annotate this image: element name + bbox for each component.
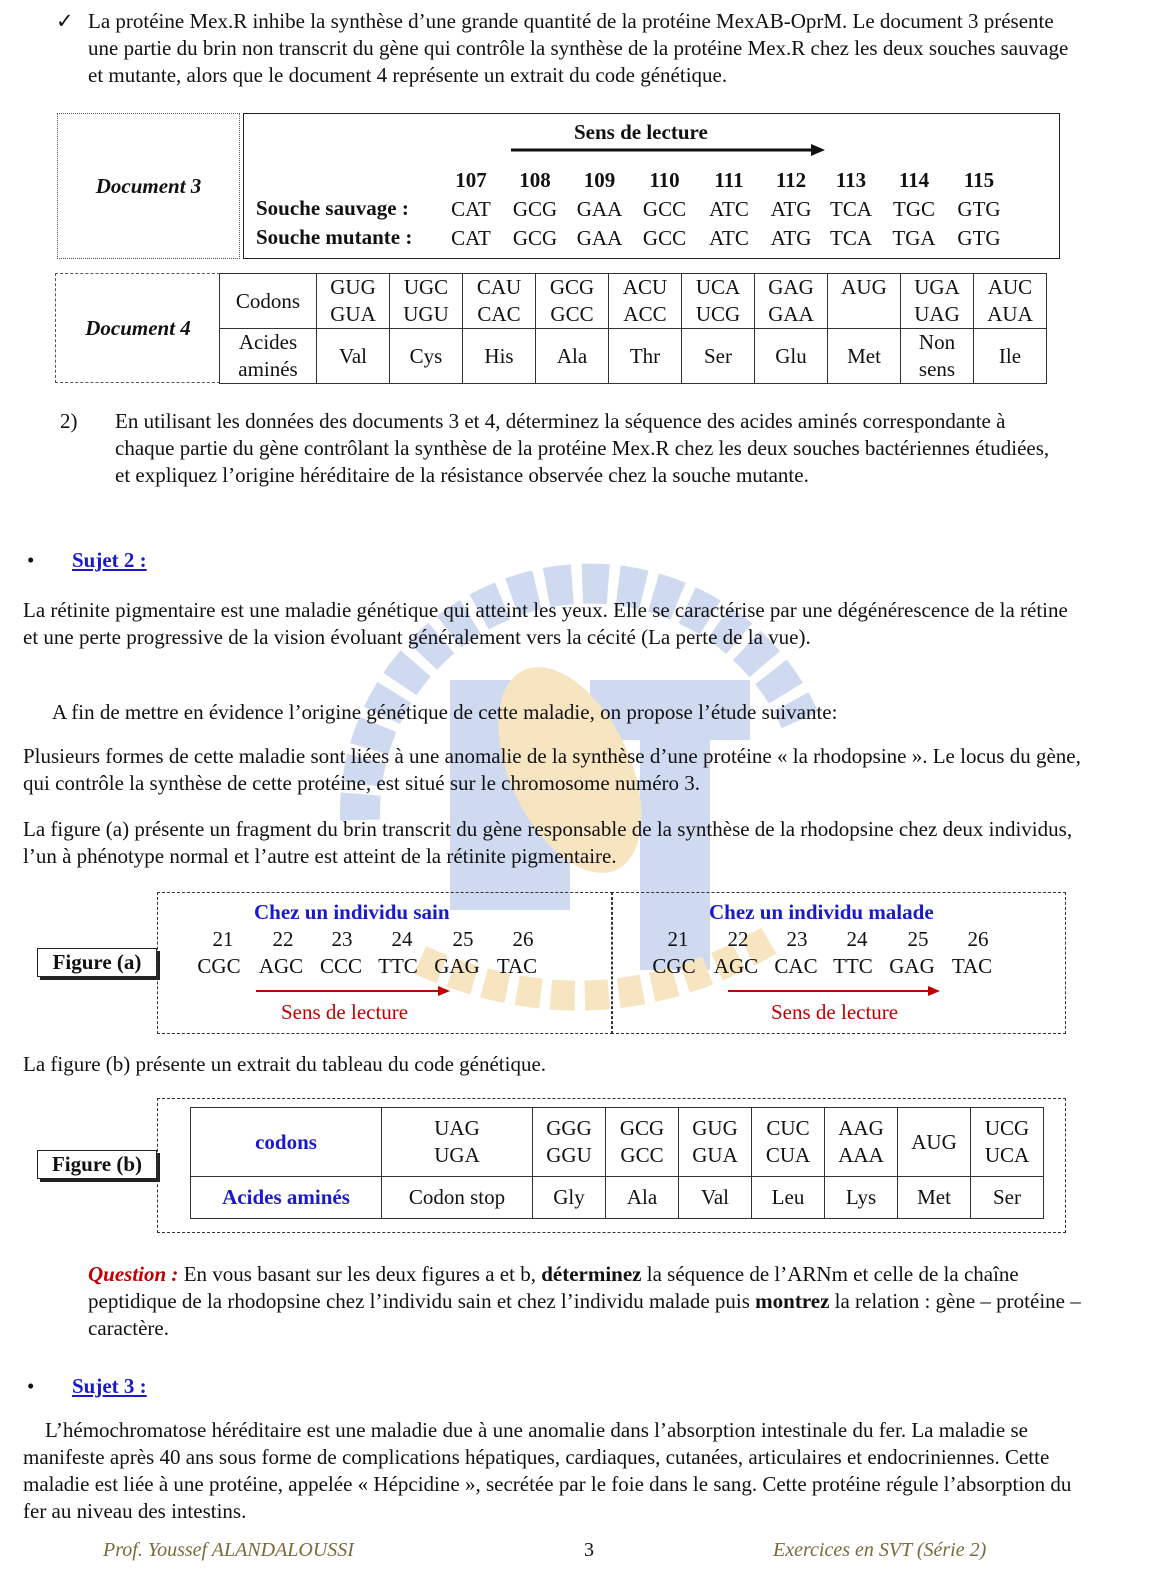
doc3-codon: ATG: [770, 197, 812, 221]
doc3-position: 108: [519, 168, 551, 192]
codon: AAA: [838, 1143, 884, 1167]
figb-aa-cell: Gly: [533, 1177, 606, 1219]
doc3-position: 114: [898, 168, 930, 192]
doc4-aa-cell: Thr: [609, 329, 682, 384]
doc4-codons-header: Codons: [220, 274, 317, 329]
figa-number: 23: [786, 927, 808, 951]
figa-sain-arrow: [256, 984, 452, 998]
doc4-codon-cell: [682, 274, 755, 329]
figa-number: 22: [272, 927, 294, 951]
doc3-position: 111: [714, 168, 744, 192]
codon: UGA: [914, 275, 960, 299]
codon: GGG: [546, 1116, 592, 1140]
doc3-codon: ATC: [709, 226, 749, 250]
doc3-box: [243, 113, 1060, 259]
figa-malade-arrow: [728, 984, 942, 998]
doc3-codon: TGC: [893, 197, 935, 221]
figa-codon: GAG: [434, 954, 480, 978]
figa-codon: TAC: [496, 954, 538, 978]
doc3-position: 113: [835, 168, 867, 192]
doc4-table: [219, 273, 1047, 384]
figa-codon: CGC: [197, 954, 241, 978]
sujet2-p1: La rétinite pigmentaire est une maladie génétique qui atteint les yeux. Elle se caractérise par une dégénérescence de la rétine et une perte progressive de la vision évoluant généralement vers la cécité (La perte de la vue).: [23, 598, 1068, 649]
question-label: Question :: [88, 1262, 179, 1286]
sujet3-title: Sujet 3 :: [72, 1374, 147, 1398]
figure-b-label: Figure (b): [37, 1150, 157, 1179]
doc3-row-names: [256, 194, 412, 252]
doc4-codon-cell: [974, 274, 1047, 329]
doc3-row-sauvage-label: Souche sauvage :: [256, 196, 409, 220]
figa-codon: CAC: [774, 954, 818, 978]
figa-malade-title: Chez un individu malade: [709, 900, 934, 924]
doc4-codon-cell: [317, 274, 390, 329]
doc3-codon: ATG: [770, 226, 812, 250]
doc4-codon-cell: [901, 274, 974, 329]
figa-malade-direction: Sens de lecture: [771, 1000, 899, 1024]
codon: AUG: [841, 275, 887, 299]
doc4-aa-cell: Glu: [755, 329, 828, 384]
doc3-codon: GCC: [642, 226, 687, 250]
figa-codon: TTC: [833, 954, 873, 978]
doc3-position: 115: [963, 168, 995, 192]
figa-number: 21: [667, 927, 689, 951]
codon: UAG: [434, 1116, 480, 1140]
doc4-codon-cell: [828, 274, 901, 329]
doc3-codon: CAT: [451, 197, 491, 221]
figa-number: 23: [331, 927, 353, 951]
doc4-aa-cell: [901, 329, 974, 384]
doc4-codon-cell: [463, 274, 536, 329]
figb-codon-cell: [971, 1108, 1044, 1177]
doc3-codon: GAA: [576, 226, 623, 250]
question-text-3: la relation : gène – protéine – caractère.: [88, 1289, 1081, 1340]
doc4-aa-cell: Ser: [682, 329, 755, 384]
doc4-aa-cell: Cys: [390, 329, 463, 384]
codon: GCG: [549, 275, 595, 299]
figb-aa-cell: Codon stop: [382, 1177, 533, 1219]
figb-codon-cell: [606, 1108, 679, 1177]
doc4-aa-header: [220, 329, 317, 384]
doc3-codon: GCG: [512, 226, 558, 250]
doc4-aa-cell: Met: [828, 329, 901, 384]
sujet2-p5: La figure (b) présente un extrait du tableau du code génétique.: [23, 1052, 547, 1076]
figa-number: 26: [512, 927, 534, 951]
codon: GUA: [692, 1143, 738, 1167]
figa-sain-numbers: [192, 927, 552, 952]
question-text-1: En vous basant sur les deux figures a et b,: [178, 1262, 542, 1286]
codon: AAG: [838, 1116, 884, 1140]
figa-number: 21: [212, 927, 234, 951]
figa-number: 22: [727, 927, 749, 951]
codon: GUG: [692, 1116, 738, 1140]
figb-codon-cell: [825, 1108, 898, 1177]
codon: ACC: [623, 302, 667, 326]
codon: ACU: [622, 275, 668, 299]
figb-aa-cell: Ser: [971, 1177, 1044, 1219]
figa-number: 24: [391, 927, 413, 951]
footer-page-number: 3: [584, 1539, 594, 1561]
doc3-row-mutante-label: Souche mutante :: [256, 225, 413, 249]
figa-malade-numbers: [647, 927, 1007, 952]
sujet2-p3: Plusieurs formes de cette maladie sont liées à une anomalie de la synthèse d’une protéine « la rhodopsine ». Le locus du gène, qui contrôle la synthèse de cette protéine, est situé sur le chromosome numéro 3.: [23, 744, 1081, 795]
doc3-codon: TGA: [892, 226, 936, 250]
codon: UGA: [434, 1143, 480, 1167]
doc4-aa-cell: Ile: [974, 329, 1047, 384]
codon: CUC: [766, 1116, 810, 1140]
aa-line: Non: [918, 330, 956, 354]
figa-number: 24: [846, 927, 868, 951]
question-paragraph: [88, 1261, 1083, 1342]
figb-table: [190, 1107, 1044, 1219]
figa-codon: GAG: [889, 954, 935, 978]
figb-codon-cell: [533, 1108, 606, 1177]
codon: CAC: [477, 302, 521, 326]
sujet2-p2: A fin de mettre en évidence l’origine génétique de cette maladie, on propose l’étude suivante:: [52, 700, 838, 724]
doc4-codon-cell: [755, 274, 828, 329]
codon: AUA: [987, 302, 1033, 326]
codon: GUA: [330, 302, 376, 326]
figb-aa-cell: Ala: [606, 1177, 679, 1219]
doc3-codon: GAA: [576, 197, 623, 221]
question-text-2: la séquence de l’ARNm et celle de la chaîne peptidique de la rhodopsine chez l’individu sain et chez l’individu malade puis: [88, 1262, 1019, 1313]
figa-codon: AGC: [713, 954, 759, 978]
codon: UCG: [984, 1116, 1030, 1140]
figa-number: 26: [967, 927, 989, 951]
footer-series: Exercices en SVT (Série 2): [773, 1539, 987, 1561]
codon: UGU: [403, 302, 449, 326]
doc3-codon: TCA: [830, 226, 872, 250]
figa-sain-title: Chez un individu sain: [254, 900, 450, 924]
doc4-label: Document 4: [55, 273, 220, 383]
figure-a-malade-box: [611, 892, 1066, 1034]
codon: GGU: [546, 1143, 592, 1167]
question-verb-1: déterminez: [541, 1262, 642, 1286]
sujet2-p4: La figure (a) présente un fragment du brin transcrit du gène responsable de la synthèse de la rhodopsine chez deux individus, l’un à phénotype normal et l’autre est atteint de la rétinite pigmentaire.: [23, 817, 1073, 868]
doc3-codon: GCG: [512, 197, 558, 221]
intro-paragraph: La protéine Mex.R inhibe la synthèse d’une grande quantité de la protéine MexAB-OprM. Le document 3 présente une partie du brin non transcrit du gène qui contrôle la synthèse de la protéine Mex.R chez les deux souches sauvage et mutante, alors que le document 4 représente un extrait du code génétique.: [88, 9, 1069, 87]
figa-codon: TAC: [951, 954, 993, 978]
document-3: [57, 113, 1060, 259]
doc4-codon-cell: [390, 274, 463, 329]
codon: UAG: [914, 302, 960, 326]
figb-aa-cell: Leu: [752, 1177, 825, 1219]
figb-aa-cell: Val: [679, 1177, 752, 1219]
codon: CAU: [476, 275, 522, 299]
figure-a-label: Figure (a): [37, 948, 157, 977]
figure-a-sain-box: [157, 892, 613, 1034]
figb-codon-cell: [752, 1108, 825, 1177]
figb-codon-cell: [679, 1108, 752, 1177]
figa-sain-codons: [188, 954, 546, 979]
q2-number: 2): [60, 409, 78, 433]
codon: GAA: [768, 302, 814, 326]
doc4-codon-cell: [536, 274, 609, 329]
figa-malade-codons: [643, 954, 1001, 979]
figa-number: 25: [907, 927, 929, 951]
codon: AUC: [987, 275, 1033, 299]
doc4-aa-cell: Ala: [536, 329, 609, 384]
codon: CUA: [765, 1143, 811, 1167]
sujet2-bullet: •: [27, 548, 35, 572]
codon: GAG: [768, 275, 814, 299]
figa-number: 25: [452, 927, 474, 951]
figb-aa-cell: Met: [898, 1177, 971, 1219]
sujet3-bullet: •: [27, 1374, 35, 1398]
sujet2-title: Sujet 2 :: [72, 548, 147, 572]
doc3-position: 109: [583, 168, 616, 192]
codon: GCC: [620, 1143, 664, 1167]
doc3-codon: GCC: [642, 197, 687, 221]
figb-codon-cell: [382, 1108, 533, 1177]
figb-aa-cell: Lys: [825, 1177, 898, 1219]
figb-codon-cell: AUG: [898, 1108, 971, 1177]
doc3-codon: GTG: [957, 197, 1001, 221]
aa-header-line: aminés: [238, 357, 298, 381]
footer-author: Prof. Youssef ALANDALOUSSI: [103, 1539, 354, 1561]
codon: GCC: [550, 302, 594, 326]
figa-sain-direction: Sens de lecture: [281, 1000, 409, 1024]
aa-line: sens: [918, 357, 956, 381]
doc3-position: 110: [649, 168, 680, 192]
aa-header-line: Acides: [238, 330, 298, 354]
doc3-direction-label: Sens de lecture: [574, 120, 708, 144]
doc3-codon: TCA: [830, 197, 872, 221]
codon: GUG: [330, 275, 376, 299]
sujet3-p1: L’hémochromatose héréditaire est une maladie due à une anomalie dans l’absorption intestinale du fer. La maladie se manifeste après 40 ans sous forme de complications hépatiques, cardiaques, cutanées, articulaires et endocriniennes. Cette maladie est liée à une protéine, appelée « Hépcidine », secrétée par le foie dans le sang. Cette protéine régule l’absorption du fer au niveau des intestins.: [23, 1418, 1072, 1523]
doc3-direction-arrow: [509, 142, 829, 158]
codon: UCA: [695, 275, 741, 299]
doc3-codon: CAT: [451, 226, 491, 250]
q2-text: En utilisant les données des documents 3 et 4, déterminez la séquence des acides aminés correspondante à chaque partie du gène contrôlant la synthèse de la protéine Mex.R chez les deux souches bactériennes étudiées, et expliquez l’origine héréditaire de la résistance observée chez la souche mutante.: [115, 409, 1050, 487]
figa-codon: CCC: [319, 954, 363, 978]
doc3-codon: ATC: [709, 197, 749, 221]
doc3-grid: [439, 166, 1011, 253]
figb-codons-header: codons: [191, 1108, 382, 1177]
codon: UGC: [403, 275, 449, 299]
codon: GCG: [619, 1116, 665, 1140]
doc3-position: 112: [775, 168, 807, 192]
intro-checkmark: ✓: [56, 9, 74, 33]
figb-aa-header: Acides aminés: [191, 1177, 382, 1219]
figa-codon: TTC: [378, 954, 418, 978]
codon: UCA: [984, 1143, 1030, 1167]
doc4-aa-cell: Val: [317, 329, 390, 384]
figa-codon: CGC: [652, 954, 696, 978]
figa-codon: AGC: [258, 954, 304, 978]
doc4-aa-cell: His: [463, 329, 536, 384]
doc3-label: Document 3: [57, 113, 240, 259]
question-verb-2: montrez: [755, 1289, 830, 1313]
codon: UCG: [695, 302, 741, 326]
doc3-codon: GTG: [957, 226, 1001, 250]
doc3-position: 107: [455, 168, 487, 192]
doc4-codon-cell: [609, 274, 682, 329]
